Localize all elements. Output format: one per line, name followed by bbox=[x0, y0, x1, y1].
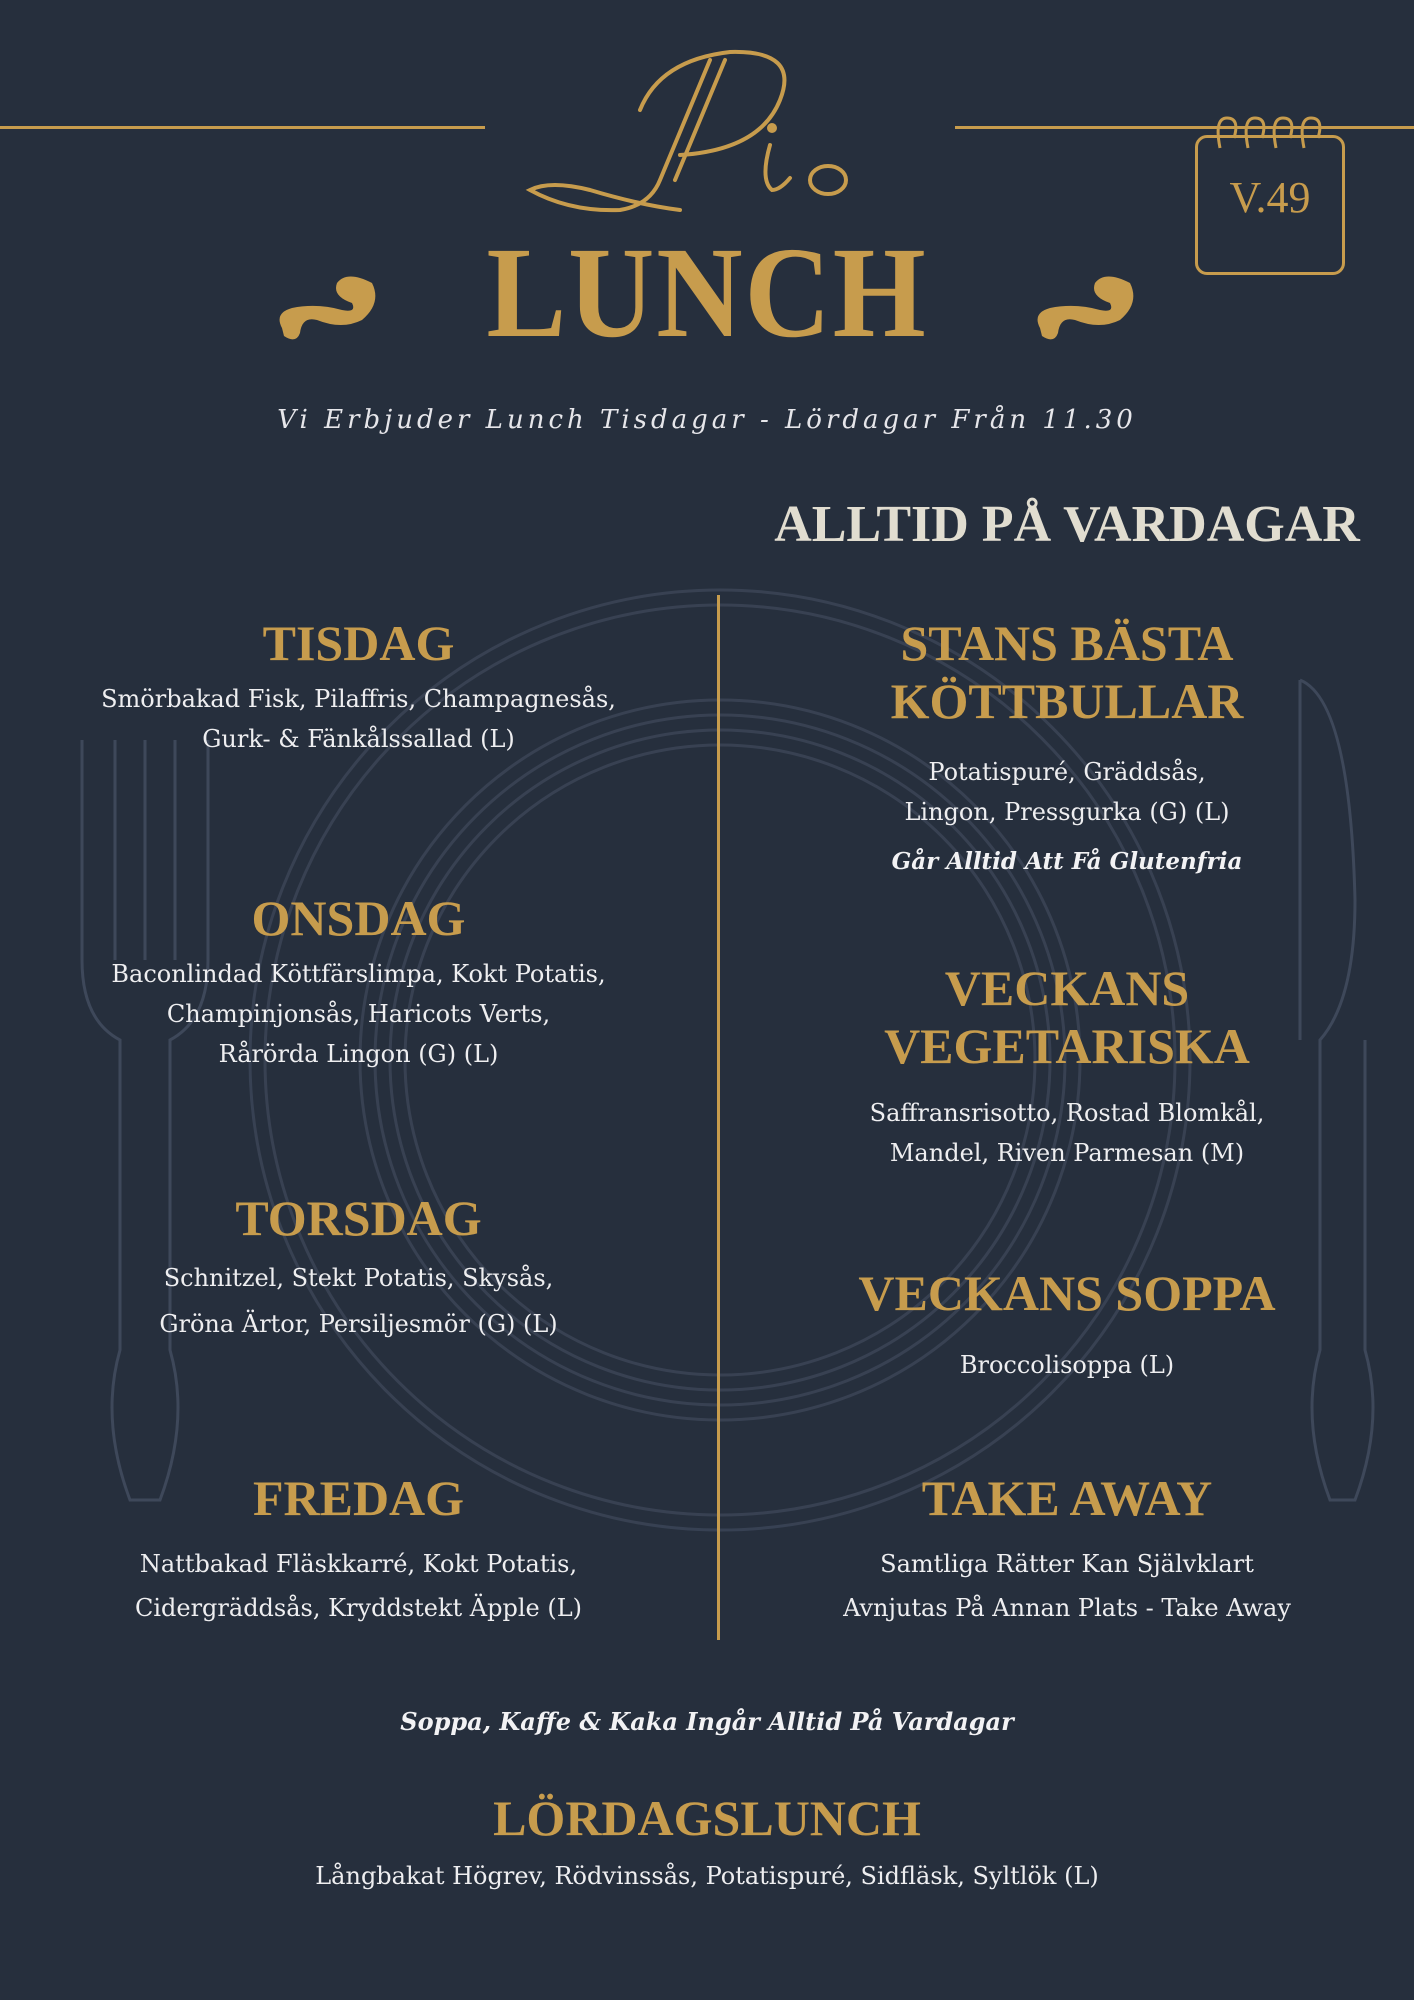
saturday-dish: Långbakat Högrev, Rödvinssås, Potatispuré, Sidfläsk, Syltlök (L) bbox=[315, 1862, 1099, 1890]
header-rule-right bbox=[955, 126, 1414, 129]
weekday-tuesday bbox=[0, 615, 717, 759]
page-title: LUNCH bbox=[486, 221, 928, 365]
dish-line: Smörbakad Fisk, Pilaffris, Champagnesås, bbox=[101, 684, 616, 713]
saturday-heading: LÖRDAGSLUNCH bbox=[493, 1790, 921, 1846]
header-rule-left bbox=[0, 126, 485, 129]
dish-line: Nattbakad Fläskkarré, Kokt Potatis, bbox=[139, 1549, 578, 1578]
section-heading: VECKANS bbox=[944, 960, 1190, 1016]
dish-line: Cidergräddsås, Kryddstekt Äpple (L) bbox=[134, 1593, 583, 1622]
logo-text: Pio bbox=[510, 40, 512, 41]
dish-line: Broccolisoppa (L) bbox=[959, 1350, 1175, 1379]
dish-line: Avnjutas På Annan Plats - Take Away bbox=[843, 1593, 1291, 1622]
section-soup bbox=[720, 1265, 1414, 1385]
always-weekdays-heading: ALLTID PÅ VARDAGAR bbox=[774, 496, 1360, 553]
section-heading: STANS BÄSTA bbox=[900, 615, 1234, 671]
dish-line: Champinjonsås, Haricots Verts, bbox=[166, 999, 551, 1028]
day-heading: ONSDAG bbox=[251, 890, 466, 946]
day-heading: TISDAG bbox=[262, 615, 455, 671]
dish-line: Gurk- & Fänkålssallad (L) bbox=[202, 724, 515, 753]
included-note: Soppa, Kaffe & Kaka Ingår Alltid På Vardagar bbox=[400, 1707, 1014, 1736]
dish-line: Schnitzel, Stekt Potatis, Skysås, bbox=[163, 1263, 554, 1292]
gluten-free-note: Går Alltid Att Få Glutenfria bbox=[891, 848, 1243, 875]
section-vegetarian bbox=[720, 960, 1414, 1173]
dish-line: Mandel, Riven Parmesan (M) bbox=[889, 1139, 1245, 1167]
section-meatballs bbox=[720, 615, 1414, 875]
dish-line: Baconlindad Köttfärslimpa, Kokt Potatis, bbox=[111, 959, 606, 988]
dish-line: Saffransrisotto, Rostad Blomkål, bbox=[869, 1099, 1265, 1127]
section-heading: VECKANS SOPPA bbox=[858, 1265, 1276, 1321]
weekday-wednesday bbox=[0, 890, 717, 1074]
opening-hours-tagline: Vi Erbjuder Lunch Tisdagar - Lördagar Från 11.30 bbox=[277, 405, 1137, 435]
dish-line: Rårörda Lingon (G) (L) bbox=[218, 1039, 499, 1068]
section-heading: VEGETARISKA bbox=[884, 1017, 1250, 1074]
dish-line: Potatispuré, Gräddsås, bbox=[928, 758, 1206, 786]
section-heading: KÖTTBULLAR bbox=[890, 672, 1244, 729]
day-heading: FREDAG bbox=[252, 1470, 465, 1526]
section-heading: TAKE AWAY bbox=[921, 1470, 1213, 1526]
section-take-away bbox=[720, 1470, 1414, 1628]
weekday-friday bbox=[0, 1470, 717, 1628]
dish-line: Lingon, Pressgurka (G) (L) bbox=[904, 798, 1230, 826]
dish-line: Gröna Ärtor, Persiljesmör (G) (L) bbox=[159, 1309, 558, 1338]
day-heading: TORSDAG bbox=[235, 1190, 482, 1246]
pio-logo bbox=[510, 40, 930, 230]
weekday-thursday bbox=[0, 1190, 717, 1344]
week-badge: V.49 bbox=[1229, 173, 1311, 222]
dish-line: Samtliga Rätter Kan Självklart bbox=[880, 1549, 1254, 1578]
